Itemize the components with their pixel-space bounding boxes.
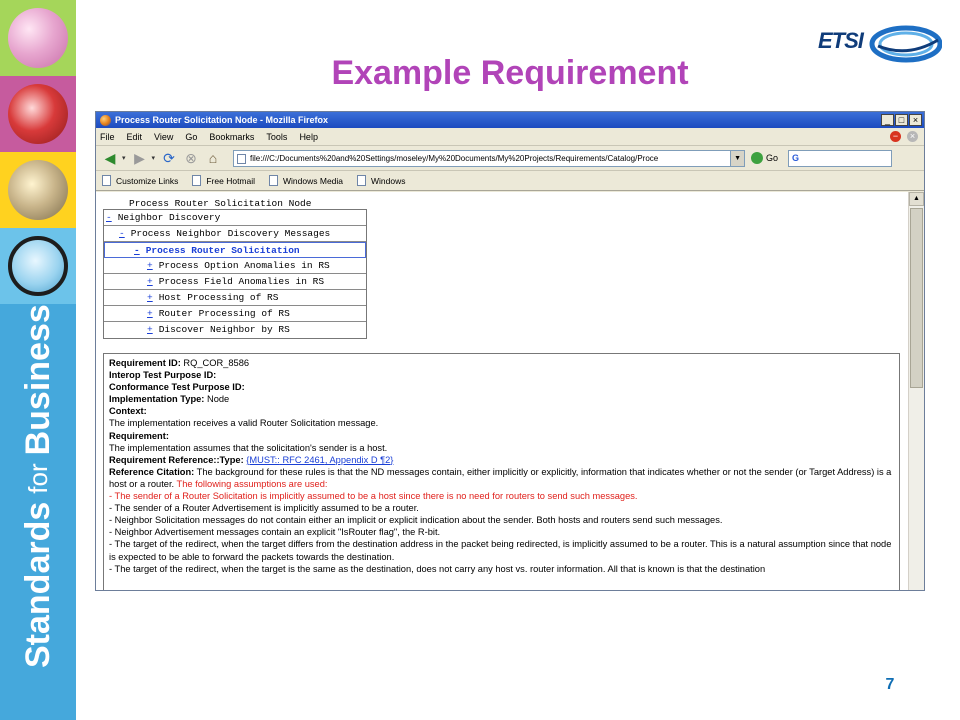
menu-bookmarks[interactable]: Bookmarks: [209, 131, 255, 142]
tree-node-label: Process Neighbor Discovery Messages: [130, 228, 331, 239]
slide-title: Example Requirement: [331, 54, 689, 92]
citation-text: The background for these rules is that the ND messages contain, either implicitly or explicitly, information that indicates whether or not the sender (or Target Address) is a host or a router.: [109, 466, 892, 489]
navigation-toolbar: [96, 145, 924, 171]
reference-link-section: Appendix D ¶2: [329, 454, 391, 465]
expand-toggle[interactable]: +: [147, 260, 153, 271]
go-label: Go: [766, 153, 779, 163]
bookmark-label: Free Hotmail: [206, 175, 256, 186]
tree-node-option-anomalies[interactable]: [104, 258, 366, 274]
field-label: Reference Citation:: [109, 466, 195, 477]
implementation-type-row: [109, 393, 894, 405]
requirement-details: [103, 353, 900, 591]
stop-icon[interactable]: −: [890, 131, 901, 142]
expand-toggle[interactable]: +: [147, 276, 153, 287]
bookmark-label: Windows: [371, 175, 406, 186]
menu-file[interactable]: File: [100, 131, 115, 142]
close-tab-icon[interactable]: ×: [907, 131, 918, 142]
menu-go[interactable]: Go: [185, 131, 198, 142]
globe-image: [8, 160, 68, 220]
window-title: Process Router Solicitation Node - Mozilla Firefox: [115, 115, 329, 125]
bookmark-free-hotmail[interactable]: [192, 175, 255, 186]
requirement-value: The implementation assumes that the solicitation's sender is a host.: [109, 442, 388, 453]
window-titlebar[interactable]: [96, 112, 924, 128]
page-icon: [102, 175, 111, 186]
decorative-tile-blue: [0, 228, 76, 304]
go-button[interactable]: [751, 152, 778, 164]
citation-line: - The sender of a Router Advertisement is implicitly assumed to be a router.: [109, 503, 419, 514]
bookmark-label: Windows Media: [283, 175, 344, 186]
globe-image: [8, 236, 68, 296]
menu-edit[interactable]: Edit: [126, 131, 143, 142]
bookmarks-toolbar: [96, 171, 924, 191]
context-label: Context:: [109, 406, 147, 417]
citation-line: - The target of the redirect, when the target is the same as the destination, does not carry any host vs. router information. All that is known is that the destination: [109, 563, 766, 574]
decorative-tile-yellow: [0, 152, 76, 228]
page-icon: [357, 175, 366, 186]
expand-toggle[interactable]: +: [147, 308, 153, 319]
tree-node-process-nd-messages[interactable]: [104, 226, 366, 242]
reference-link-sep: ,: [324, 454, 330, 465]
tree-node-discover-neighbor[interactable]: [104, 322, 366, 338]
citation-highlight-line: - The sender of a Router Solicitation is implicitly assumed to be a host since there is no need for routers to send such messages.: [109, 491, 638, 502]
tree-node-field-anomalies[interactable]: [104, 274, 366, 290]
brand-word-for: for: [22, 463, 53, 494]
back-arrow-icon[interactable]: ◀: [104, 149, 116, 166]
reference-link[interactable]: [246, 455, 393, 465]
requirement-tree: [103, 209, 367, 339]
reference-link-rfc: RFC 2461: [282, 454, 325, 465]
tree-node-label: Discover Neighbor by RS: [158, 324, 290, 335]
collapse-toggle[interactable]: -: [106, 212, 112, 223]
maximize-button[interactable]: □: [895, 114, 908, 126]
bookmark-windows[interactable]: [357, 175, 405, 186]
page-icon: [192, 175, 201, 186]
expand-toggle[interactable]: +: [147, 324, 153, 335]
reference-link-open: {MUST::: [246, 454, 280, 465]
tree-node-label: Process Option Anomalies in RS: [158, 260, 330, 271]
decorative-tile-magenta: [0, 76, 76, 152]
page-content: [96, 192, 908, 591]
menu-tools[interactable]: Tools: [266, 131, 288, 142]
interop-test-purpose-label: Interop Test Purpose ID:: [109, 370, 217, 381]
bookmark-windows-media[interactable]: [269, 175, 343, 186]
field-label: Requirement ID:: [109, 358, 181, 368]
citation-highlight: The following assumptions are used:: [176, 478, 328, 489]
tree-node-host-processing[interactable]: [104, 290, 366, 306]
decorative-tile-green: [0, 0, 76, 76]
field-label: Implementation Type:: [109, 394, 205, 405]
tree-node-label: Host Processing of RS: [158, 292, 279, 303]
field-label: Requirement Reference::Type:: [109, 454, 244, 465]
menu-right-icons: [890, 131, 924, 142]
browser-window: [95, 111, 925, 591]
collapse-toggle[interactable]: -: [119, 228, 125, 239]
home-icon[interactable]: ⌂: [208, 150, 218, 166]
scroll-up-icon[interactable]: ▲: [909, 192, 924, 206]
globe-image: [8, 84, 68, 144]
citation-line: - Neighbor Advertisement messages contain an explicit "IsRouter flag", the R-bit.: [109, 527, 441, 538]
reload-icon[interactable]: ⟳: [163, 149, 175, 166]
vertical-scrollbar[interactable]: [908, 192, 924, 591]
address-bar[interactable]: [233, 150, 731, 167]
address-dropdown-icon[interactable]: ▼: [731, 150, 745, 167]
tree-node-neighbor-discovery[interactable]: [104, 210, 366, 226]
brand-tagline: [6, 304, 70, 668]
etsi-logo-text: ETSI: [818, 28, 863, 53]
page-number: 7: [885, 676, 895, 693]
reference-citation: [109, 466, 894, 490]
address-bar-url: file:///C:/Documents%20and%20Settings/moseley/My%20Documents/My%20Projects/Requirements/Catalog/Proce: [250, 153, 659, 163]
menu-help[interactable]: Help: [299, 131, 318, 142]
implementation-type-value: Node: [206, 394, 230, 405]
back-dropdown-icon[interactable]: ▾: [122, 155, 126, 162]
requirement-id-value: RQ_COR_8586: [183, 358, 250, 368]
requirement-id-row: [109, 357, 894, 369]
side-band: [0, 0, 76, 720]
scrollbar-thumb[interactable]: [910, 208, 923, 388]
page-icon: [269, 175, 278, 186]
brand-word-standards: Standards: [18, 501, 57, 668]
search-input[interactable]: [788, 150, 892, 167]
citation-line: - Neighbor Solicitation messages do not contain either an implicit or explicit indication about the sender. Both hosts and routers send such messages.: [109, 515, 723, 526]
etsi-logo-swoosh-icon: [818, 22, 942, 72]
tree-node-process-router-solicitation[interactable]: [104, 242, 366, 258]
menu-view[interactable]: View: [154, 131, 174, 142]
firefox-icon: [100, 115, 111, 126]
tree-node-label: Process Field Anomalies in RS: [158, 276, 325, 287]
tree-node-label: Router Processing of RS: [158, 308, 290, 319]
citation-line: - The target of the redirect, when the target differs from the destination address in the packet being redirected, is implicitly assumed to be a router. This is a natural assumption since that node is expected to be able to forward the packets towards the destination.: [109, 539, 892, 562]
minimize-button[interactable]: _: [881, 114, 894, 126]
context-value: The implementation receives a valid Router Solicitation message.: [109, 418, 379, 429]
requirement-reference-row: [109, 454, 894, 466]
etsi-logo: [818, 22, 942, 72]
tree-node-router-processing[interactable]: [104, 306, 366, 322]
tree-title: Process Router Solicitation Node: [129, 198, 312, 209]
reference-link-close: }: [390, 454, 394, 465]
globe-image: [8, 8, 68, 68]
window-controls: [881, 114, 924, 126]
bookmark-label: Customize Links: [116, 175, 179, 186]
page-icon: [237, 154, 246, 164]
brand-word-business: Business: [18, 304, 57, 456]
search-engine-icon: G: [792, 152, 800, 163]
collapse-toggle[interactable]: -: [134, 245, 140, 256]
conformance-test-purpose-label: Conformance Test Purpose ID:: [109, 382, 245, 393]
close-button[interactable]: ×: [909, 114, 922, 126]
stop-load-icon[interactable]: ⊗: [185, 149, 197, 166]
requirement-label: Requirement:: [109, 430, 169, 441]
bookmark-customize-links[interactable]: [102, 175, 178, 186]
forward-dropdown-icon[interactable]: ▾: [151, 155, 156, 162]
tree-node-label: Neighbor Discovery: [117, 212, 221, 223]
forward-arrow-icon[interactable]: ▶: [134, 149, 145, 166]
expand-toggle[interactable]: +: [147, 292, 153, 303]
go-icon: [751, 152, 763, 164]
tree-node-label: Process Router Solicitation: [145, 245, 300, 256]
menu-bar: [96, 128, 924, 145]
